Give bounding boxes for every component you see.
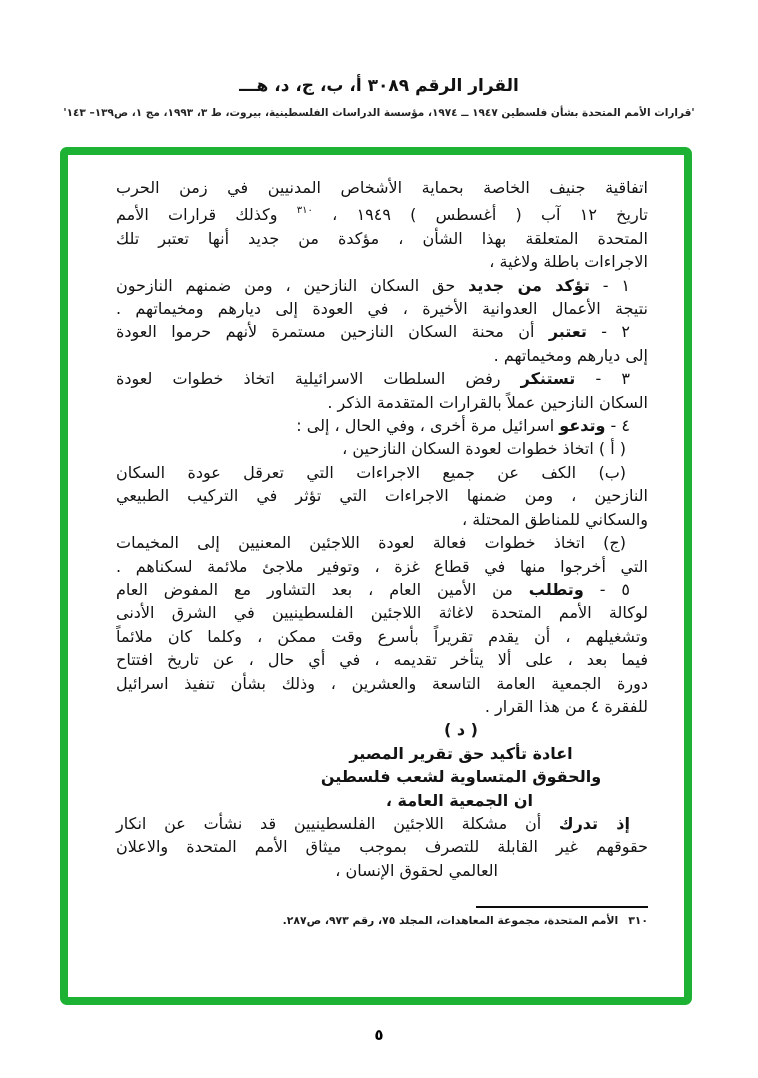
document-body (116, 176, 648, 882)
text-line-12: ( أ ) اتخاذ خطوات لعودة السكان النازحين ، (342, 439, 626, 459)
text-line-10: السكان النازحين عملاً بالقرارات المتقدمة الذكر . (327, 392, 648, 412)
footnote-separator (476, 906, 648, 908)
footnote-text: الأمم المتحدة، مجموعة المعاهدات، المجلد ٧٥، رقم ٩٧٣، ص٢٨٧. (282, 914, 619, 927)
text-line-25: اعادة تأكيد حق تقرير المصير (349, 743, 573, 763)
text-line-15: والسكاني للمناطق المحتلة ، (461, 509, 648, 529)
text-line-20: وتشغيلهم ، أن يقدم تقريراً بأسرع وقت ممكن ، وكلما كان ملائماً (116, 626, 648, 646)
green-frame (60, 147, 692, 1005)
text-line-26: والحقوق المتساوية لشعب فلسطين (320, 767, 602, 787)
text-line-18: ٥ - وتطلب من الأمين العام ، بعد التشاور مع المفوض العام (116, 579, 630, 599)
text-line-30: العالمي لحقوق الإنسان ، (335, 860, 498, 880)
text-line-29: حقوقهم غير القابلة للتصرف بموجب ميثاق الأمم المتحدة والاعلان (116, 837, 648, 857)
text-line-4: الاجراءات باطلة ولاغية ، (489, 252, 648, 272)
footnote-ref-mark: ٣١٠ (296, 205, 313, 217)
text-line-3: المتحدة المتعلقة بهذا الشأن ، مؤكدة من جديد أنها تعتبر تلك (116, 228, 648, 248)
text-line-7: ٢ - تعتبر أن محنة السكان النازحين مستمرة لأنهم حرموا العودة (116, 322, 631, 342)
text-line-8: إلى ديارهم ومخيماتهم . (493, 345, 648, 365)
text-line-13: (ب) الكف عن جميع الاجراءات التي تعرقل عودة السكان (116, 462, 626, 482)
text-line-17: التي أخرجوا منها في قطاع غزة ، وتوفير ملاجئ ملائمة لسكناهم . (116, 556, 648, 576)
text-line-28: إذ تدرك أن مشكلة اللاجئين الفلسطينيين قد نشأت عن انكار (116, 813, 631, 833)
text-line-22: دورة الجمعية العامة التاسعة والعشرين ، وذلك بشأن تنفيذ اسرائيل (116, 673, 648, 693)
text-line-21: فيما بعد ، على ألا يتأخر تقديمه ، في أي حال ، عن تاريخ افتتاح (116, 650, 648, 670)
resolution-title: القرار الرقم ٣٠٨٩ أ، ب، ج، د، هـــ (239, 76, 519, 96)
text-line-14: النازحين ، ومن ضمنها الاجراءات التي تؤثر في التركيب الطبيعي (116, 486, 648, 506)
footnote-area (96, 906, 648, 928)
text-line-1: اتفاقية جنيف الخاصة بحماية الأشخاص المدنيين في زمن الحرب (116, 178, 648, 197)
text-line-16: (ج) اتخاذ خطوات فعالة لعودة اللاجئين المعنيين إلى المخيمات (116, 533, 626, 553)
footnote (96, 914, 648, 928)
text-line-27: ان الجمعية العامة ، (385, 790, 533, 810)
text-line-5: ١ - تؤكد من جديد حق السكان النازحين ، ومن ضمنهم النازحون (116, 275, 630, 295)
text-line-9: ٣ - تستنكر رفض السلطات الاسرائيلية اتخاذ خطوات لعودة (116, 369, 630, 389)
footnote-number: ٣١٠ (628, 914, 648, 927)
page-number: ٥ (374, 1026, 384, 1044)
text-line-24: ( د ) (444, 720, 478, 740)
text-line-19: لوكالة الأمم المتحدة لاغاثة اللاجئين الفلسطينيين في الشرق الأدنى (116, 603, 648, 623)
text-line-6: نتيجة الأعمال العدوانية الأخيرة ، في العودة إلى ديارهم ومخيماتهم . (116, 299, 648, 319)
text-line-11: ٤ - وتدعو اسرائيل مرة أخرى ، وفي الحال ، إلى : (296, 416, 630, 436)
source-citation: 'قرارات الأمم المتحدة بشأن فلسطين ١٩٤٧ ــ ١٩٧٤، مؤسسة الدراسات الفلسطينية، بيروت، ط ٣، ١٩٩٣، مج ١، ص١٣٩– ١٤٣' (63, 107, 695, 119)
text-line-2: تاريخ ١٢ آب ( أغسطس ) ١٩٤٩ ، $^{٣١٠}$ وكذلك قرارات الأمم (116, 205, 649, 225)
text-line-23: للفقرة ٤ من هذا القرار . (484, 696, 648, 716)
